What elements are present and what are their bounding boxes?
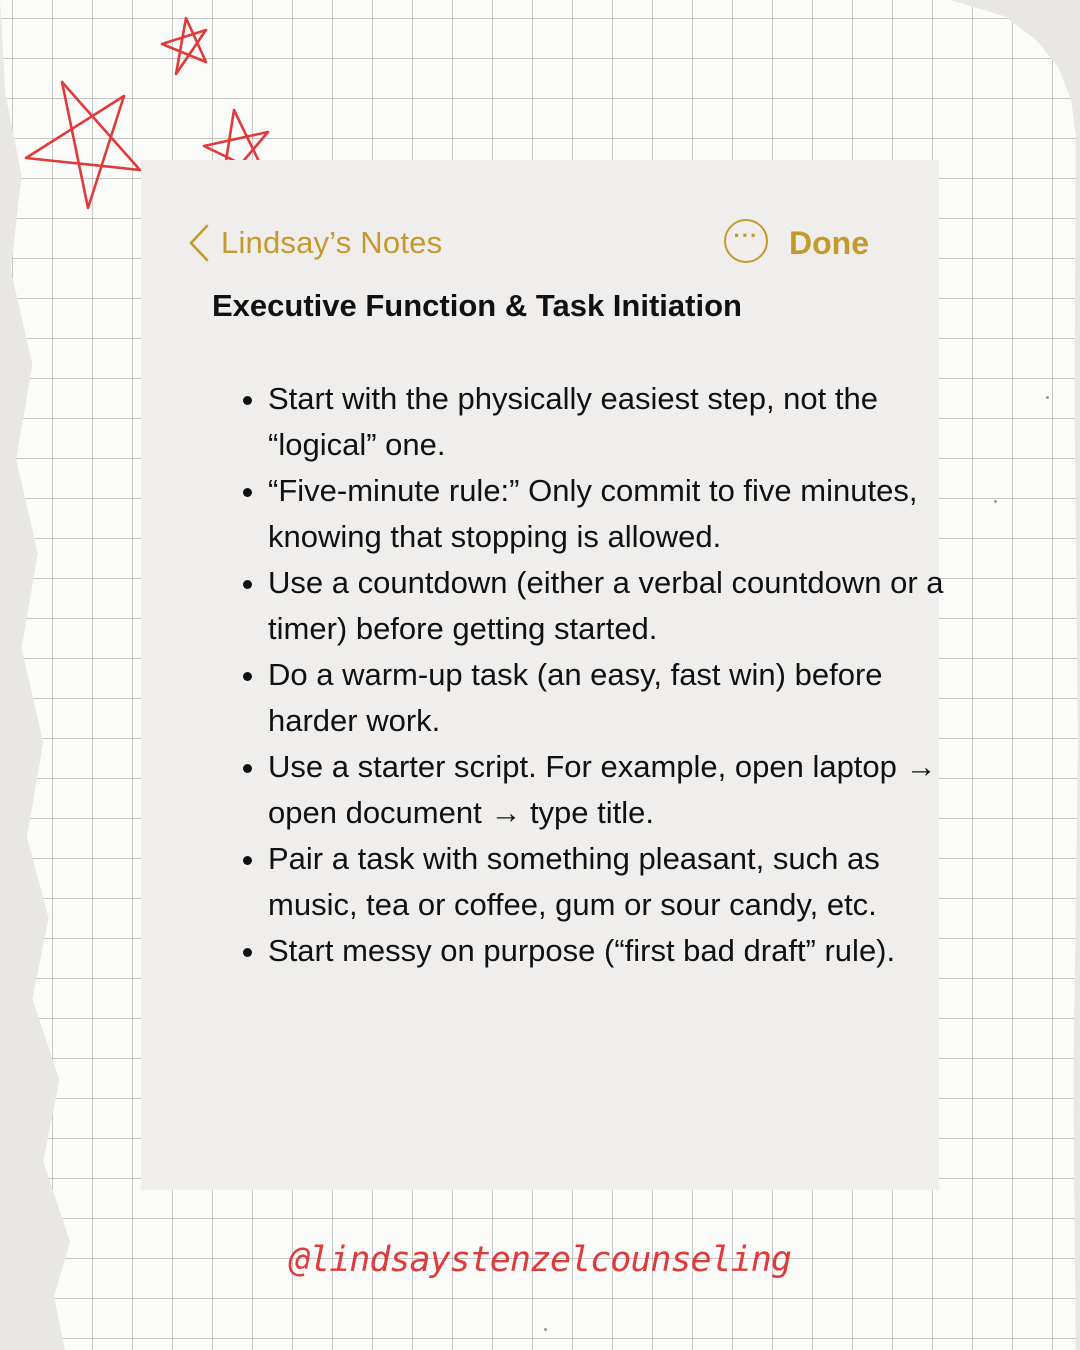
paper-speck [1046,396,1049,399]
back-button[interactable] [185,222,442,264]
note-title: Executive Function & Task Initiation [212,288,742,323]
list-item: “Five-minute rule:” Only commit to five minutes, knowing that stopping is allowed. [268,468,948,560]
list-item: Do a warm-up task (an easy, fast win) before harder work. [268,652,948,744]
list-item: Start with the physically easiest step, not the “logical” one. [268,376,948,468]
list-item: Start messy on purpose (“first bad draft” rule). [268,928,948,974]
note-card [141,160,944,1190]
back-button-label: Lindsay’s Notes [221,225,443,260]
list-item: Pair a task with something pleasant, such as music, tea or coffee, gum or sour candy, etc. [268,836,948,928]
paper-speck [994,500,997,503]
social-handle: @lindsaystenzelcounseling [289,1240,791,1280]
list-item: Use a countdown (either a verbal countdown or a timer) before getting started. [268,560,948,652]
large-star-icon [26,82,140,208]
note-bullet-list [212,376,948,974]
more-glyph: ··· [733,223,759,248]
small-star-icon [162,18,206,74]
list-item: Use a starter script. For example, open laptop → open document → type title. [268,744,948,836]
done-button[interactable]: Done [789,225,869,261]
ellipsis-circle-icon[interactable] [724,219,768,263]
chevron-left-icon [185,222,211,264]
paper-speck [544,1328,547,1331]
